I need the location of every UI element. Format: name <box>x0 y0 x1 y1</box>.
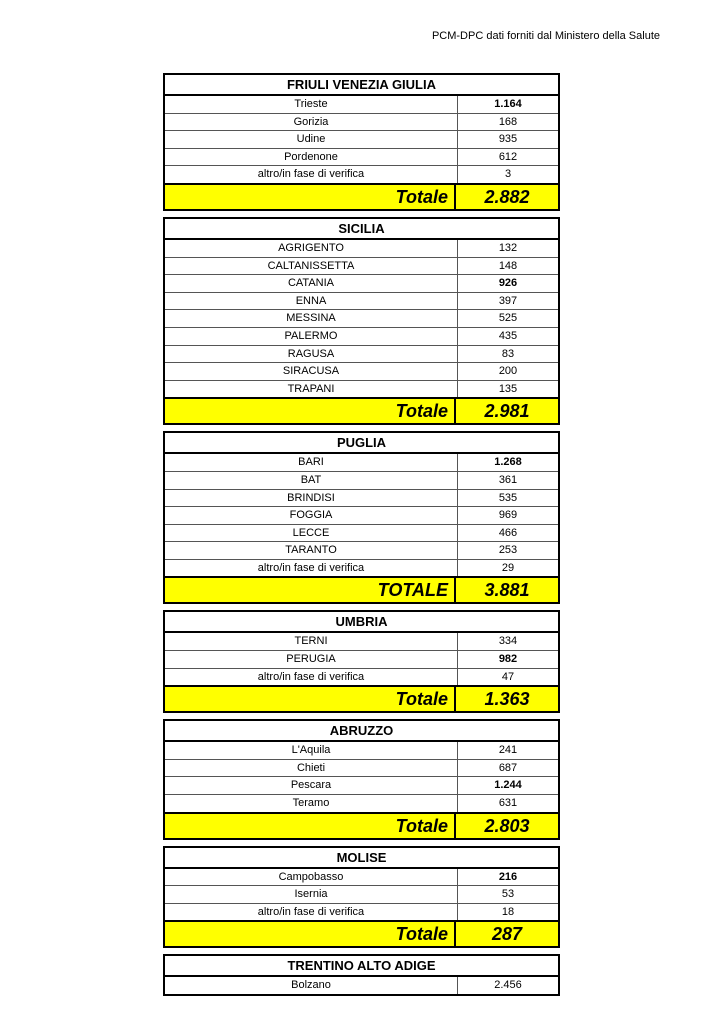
total-value: 2.981 <box>484 401 530 422</box>
case-count: 241 <box>498 744 518 757</box>
province-name: ENNA <box>165 293 458 310</box>
province-name: PERUGIA <box>165 651 458 668</box>
table-row <box>165 275 558 293</box>
table-row <box>165 293 558 311</box>
province-name: TRAPANI <box>165 381 458 398</box>
case-count: 1.244 <box>494 779 522 792</box>
province-name: altro/in fase di verifica <box>165 560 458 577</box>
table-row <box>165 886 558 904</box>
region-rows <box>165 96 558 183</box>
total-label: Totale <box>165 814 456 838</box>
total-label: Totale <box>165 922 456 946</box>
table-row <box>165 542 558 560</box>
region-title: ABRUZZO <box>165 721 558 742</box>
region-rows <box>165 869 558 921</box>
case-count: 132 <box>498 241 518 254</box>
province-name: CATANIA <box>165 275 458 292</box>
table-row <box>165 346 558 364</box>
total-label: Totale <box>165 687 456 711</box>
case-count: 148 <box>498 259 518 272</box>
table-row <box>165 310 558 328</box>
case-count: 53 <box>501 888 515 901</box>
province-name: TERNI <box>165 633 458 650</box>
table-row <box>165 742 558 760</box>
region-rows <box>165 454 558 576</box>
table-row <box>165 560 558 577</box>
total-row <box>165 397 558 423</box>
table-row <box>165 258 558 276</box>
province-name: BARI <box>165 454 458 471</box>
total-value: 3.881 <box>484 580 530 601</box>
province-name: AGRIGENTO <box>165 240 458 257</box>
table-row <box>165 328 558 346</box>
case-count: 334 <box>498 635 518 648</box>
case-count: 982 <box>498 653 518 666</box>
table-row <box>165 472 558 490</box>
province-name: TARANTO <box>165 542 458 559</box>
table-row <box>165 149 558 167</box>
total-value: 2.882 <box>484 186 530 207</box>
region-table <box>163 846 560 949</box>
case-count: 1.164 <box>494 98 522 110</box>
case-count: 525 <box>498 312 518 325</box>
region-table <box>163 217 560 425</box>
province-name: Teramo <box>165 795 458 812</box>
table-row <box>165 114 558 132</box>
table-row <box>165 96 558 114</box>
case-count: 2.456 <box>494 979 522 992</box>
province-name: altro/in fase di verifica <box>165 669 458 686</box>
case-count: 168 <box>498 115 518 128</box>
province-name: Chieti <box>165 760 458 777</box>
table-row <box>165 381 558 398</box>
region-rows <box>165 633 558 685</box>
province-name: L'Aquila <box>165 742 458 759</box>
region-title: UMBRIA <box>165 612 558 633</box>
province-name: BRINDISI <box>165 490 458 507</box>
case-count: 687 <box>498 761 518 774</box>
table-row <box>165 795 558 812</box>
table-row <box>165 131 558 149</box>
province-name: PALERMO <box>165 328 458 345</box>
total-row <box>165 812 558 838</box>
table-row <box>165 651 558 669</box>
table-row <box>165 363 558 381</box>
total-label: Totale <box>165 399 456 423</box>
total-row <box>165 576 558 602</box>
case-count: 200 <box>498 365 518 378</box>
case-count: 216 <box>498 870 518 883</box>
province-name: Pescara <box>165 777 458 794</box>
region-rows <box>165 977 558 994</box>
region-rows <box>165 240 558 397</box>
case-count: 969 <box>498 509 518 522</box>
table-row <box>165 904 558 921</box>
province-name: BAT <box>165 472 458 489</box>
total-value: 2.803 <box>484 815 530 836</box>
table-row <box>165 525 558 543</box>
case-count: 435 <box>498 329 518 342</box>
region-table <box>163 73 560 211</box>
table-row <box>165 490 558 508</box>
table-row <box>165 240 558 258</box>
table-row <box>165 454 558 472</box>
case-count: 47 <box>501 670 515 683</box>
case-count: 135 <box>498 382 518 395</box>
case-count: 466 <box>498 526 518 539</box>
region-table <box>163 954 560 996</box>
regions-tables <box>163 73 560 1002</box>
province-name: FOGGIA <box>165 507 458 524</box>
case-count: 397 <box>498 294 518 307</box>
table-row <box>165 869 558 887</box>
total-value: 287 <box>491 924 523 945</box>
total-label: TOTALE <box>165 578 456 602</box>
province-name: CALTANISSETTA <box>165 258 458 275</box>
total-row <box>165 183 558 209</box>
province-name: Campobasso <box>165 869 458 886</box>
case-count: 3 <box>504 168 512 181</box>
region-title: SICILIA <box>165 219 558 240</box>
case-count: 935 <box>498 133 518 146</box>
region-table <box>163 610 560 713</box>
case-count: 926 <box>498 277 518 290</box>
region-title: MOLISE <box>165 848 558 869</box>
province-name: altro/in fase di verifica <box>165 904 458 921</box>
table-row <box>165 669 558 686</box>
total-row <box>165 920 558 946</box>
region-title: FRIULI VENEZIA GIULIA <box>165 75 558 96</box>
total-value: 1.363 <box>484 689 530 710</box>
case-count: 535 <box>498 491 518 504</box>
table-row <box>165 633 558 651</box>
case-count: 631 <box>498 797 518 810</box>
region-table <box>163 719 560 839</box>
province-name: Pordenone <box>165 149 458 166</box>
table-row <box>165 166 558 183</box>
province-name: Gorizia <box>165 114 458 131</box>
case-count: 253 <box>498 544 518 557</box>
province-name: MESSINA <box>165 310 458 327</box>
region-rows <box>165 742 558 811</box>
table-row <box>165 760 558 778</box>
case-count: 83 <box>501 347 515 360</box>
case-count: 18 <box>501 905 515 918</box>
province-name: Udine <box>165 131 458 148</box>
case-count: 29 <box>501 561 515 574</box>
case-count: 1.268 <box>494 456 522 469</box>
province-name: RAGUSA <box>165 346 458 363</box>
table-row <box>165 977 558 994</box>
province-name: altro/in fase di verifica <box>165 166 458 183</box>
province-name: Trieste <box>165 96 458 113</box>
case-count: 612 <box>498 150 518 163</box>
province-name: Isernia <box>165 886 458 903</box>
region-table <box>163 431 560 604</box>
total-row <box>165 685 558 711</box>
table-row <box>165 777 558 795</box>
table-row <box>165 507 558 525</box>
region-title: PUGLIA <box>165 433 558 454</box>
province-name: SIRACUSA <box>165 363 458 380</box>
province-name: Bolzano <box>165 977 458 994</box>
case-count: 361 <box>498 473 518 486</box>
province-name: LECCE <box>165 525 458 542</box>
total-label: Totale <box>165 185 456 209</box>
region-title: TRENTINO ALTO ADIGE <box>165 956 558 977</box>
source-note: PCM-DPC dati forniti dal Ministero della Salute <box>431 30 660 42</box>
